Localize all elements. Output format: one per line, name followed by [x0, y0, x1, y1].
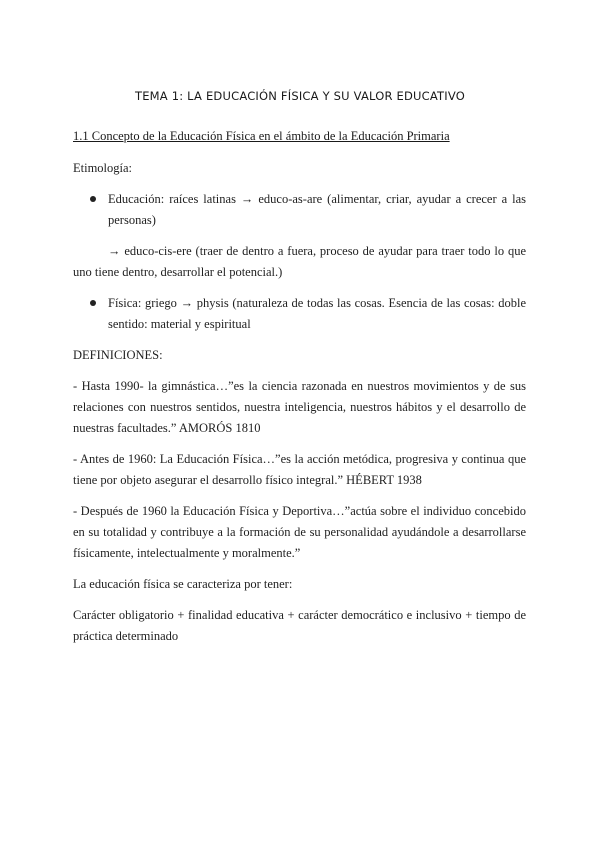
- document-title: TEMA 1: LA EDUCACIÓN FÍSICA Y SU VALOR EDUCATIVO: [134, 89, 465, 103]
- bullet-dot-icon: [90, 196, 96, 202]
- bullet-item-educacion: [90, 189, 526, 231]
- bullet-continuation: → educo-cis-ere (traer de dentro a fuera, proceso de ayudar para traer todo lo que uno tiene dentro, desarrollar el potencial.): [73, 244, 526, 279]
- bullet-dot-icon: [90, 300, 96, 306]
- bullet-item-fisica: [90, 293, 526, 335]
- etimologia-label: Etimología:: [73, 161, 133, 175]
- bullet-text: Educación: raíces latinas → educo-as-are (alimentar, criar, ayudar a crecer a las personas): [108, 192, 526, 227]
- characteristics-intro: La educación física se caracteriza por tener:: [73, 577, 293, 591]
- bullet-text: Física: griego → physis (naturaleza de todas las cosas. Esencia de las cosas: doble sentido: material y espiritual: [108, 296, 526, 331]
- section-heading: 1.1 Concepto de la Educación Física en el ámbito de la Educación Primaria: [73, 129, 450, 143]
- definiciones-label: DEFINICIONES:: [73, 348, 163, 362]
- definition-paragraph: - Hasta 1990- la gimnástica…”es la ciencia razonada en nuestros movimientos y de sus relaciones con nuestros sentidos, nuestra inteligencia, nuestros hábitos y el desarrollo de nuestras facultades.” AMORÓS 1810: [73, 379, 526, 435]
- definition-paragraph: - Antes de 1960: La Educación Física…”es la acción metódica, progresiva y continua que tiene por objeto asegurar el desarrollo físico integral.” HÉBERT 1938: [73, 452, 526, 487]
- characteristics-paragraph: Carácter obligatorio + finalidad educativa + carácter democrático e inclusivo + tiempo de práctica determinado: [73, 608, 526, 643]
- definition-paragraph: - Después de 1960 la Educación Física y Deportiva…”actúa sobre el individuo concebido en su totalidad y contribuye a la formación de su personalidad ayudándole a desarrollarse físicamente, intelectualmente y moralmente.”: [73, 504, 526, 560]
